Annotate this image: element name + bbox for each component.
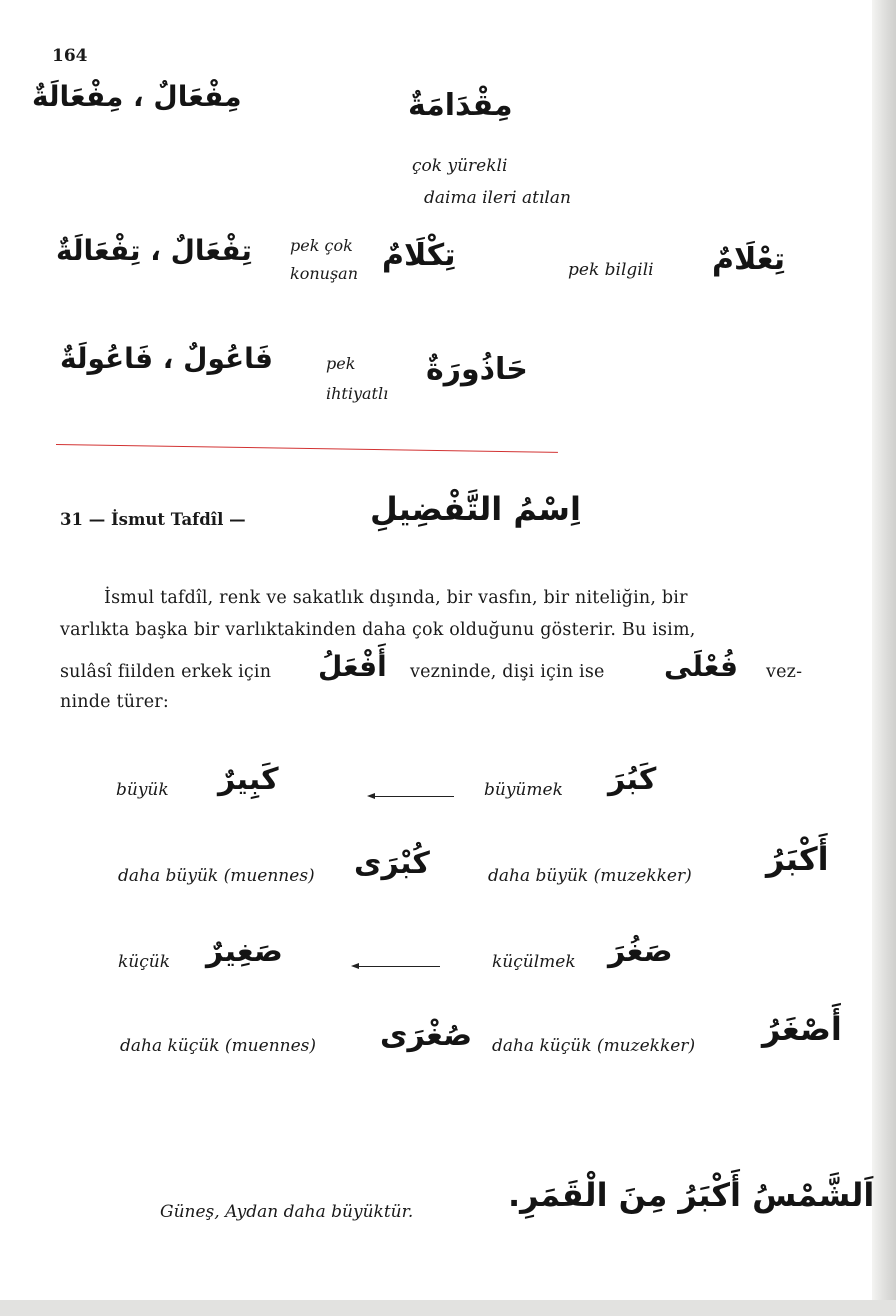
meaning-pek-cok: pek çok <box>290 236 353 255</box>
pattern-fula: فُعْلَى <box>664 650 738 683</box>
word-miqdama: مِقْدَامَةٌ <box>408 88 513 123</box>
para-line-3a: sulâsî fiilden erkek için <box>60 662 272 682</box>
example-label: daha büyük (muennes) <box>118 866 315 886</box>
page-number: 164 <box>52 46 88 66</box>
example-label: büyük <box>116 780 169 800</box>
example-arabic: كُبْرَى <box>354 846 430 881</box>
para-line-3c: vez- <box>766 662 803 682</box>
word-hazura: حَاذُورَةٌ <box>426 352 528 387</box>
example-arabic: كَبِيرٌ <box>218 762 279 797</box>
arrow-icon <box>370 796 454 797</box>
example-label: daha küçük (muzekker) <box>492 1036 696 1056</box>
example-arabic: صَغِيرٌ <box>206 934 283 969</box>
example-label: büyümek <box>484 780 563 800</box>
example-label: küçülmek <box>492 952 576 972</box>
arrow-icon <box>354 966 440 967</box>
example-arabic: كَبُرَ <box>608 762 657 797</box>
pattern-afal: أَفْعَلُ <box>318 650 387 683</box>
example-sentence-arabic: اَلشَّمْسُ أَكْبَرُ مِنَ الْقَمَرِ. <box>508 1176 875 1214</box>
example-arabic: صُغْرَى <box>380 1018 473 1053</box>
para-line-4: ninde türer: <box>60 692 169 712</box>
section-heading-arabic: اِسْمُ التَّفْضِيلِ <box>370 490 581 528</box>
example-label: küçük <box>118 952 171 972</box>
example-arabic: صَغُرَ <box>608 934 673 969</box>
example-label: daha küçük (muennes) <box>120 1036 317 1056</box>
meaning-konusan: konuşan <box>290 264 358 283</box>
section-heading: 31 — İsmut Tafdîl — <box>60 510 246 529</box>
example-sentence: Güneş, Aydan daha büyüktür. <box>160 1202 414 1222</box>
pattern-faul: فَاعُولٌ ، فَاعُولَةٌ <box>60 342 273 375</box>
meaning-pek-bilgili: pek bilgili <box>568 260 654 280</box>
para-line-1: İsmul tafdîl, renk ve sakatlık dışında, bir vasfın, bir niteliğin, bir <box>104 588 688 608</box>
pattern-tifal: تِفْعَالٌ ، تِفْعَالَةٌ <box>56 234 252 267</box>
meaning-cok-yurekli: çok yürekli <box>412 156 508 176</box>
meaning-ileri-atilan: daima ileri atılan <box>424 188 571 208</box>
meaning-ihtiyatli: ihtiyatlı <box>326 384 389 403</box>
page-edge-shadow <box>872 0 896 1316</box>
example-label: daha büyük (muzekker) <box>488 866 692 886</box>
word-tiklam: تِكْلَامٌ <box>382 238 456 273</box>
section-divider <box>56 444 558 453</box>
page-bottom-edge <box>0 1300 896 1316</box>
para-line-3b: vezninde, dişi için ise <box>410 662 605 682</box>
para-line-2: varlıkta başka bir varlıktakinden daha çok olduğunu gösterir. Bu isim, <box>60 620 696 640</box>
pattern-mifal: مِفْعَالٌ ، مِفْعَالَةٌ <box>32 80 242 113</box>
word-tilam: تِعْلَامٌ <box>712 242 785 277</box>
meaning-pek: pek <box>326 354 356 373</box>
example-arabic: أَكْبَرُ <box>766 840 829 878</box>
example-arabic: أَصْغَرُ <box>762 1010 842 1048</box>
